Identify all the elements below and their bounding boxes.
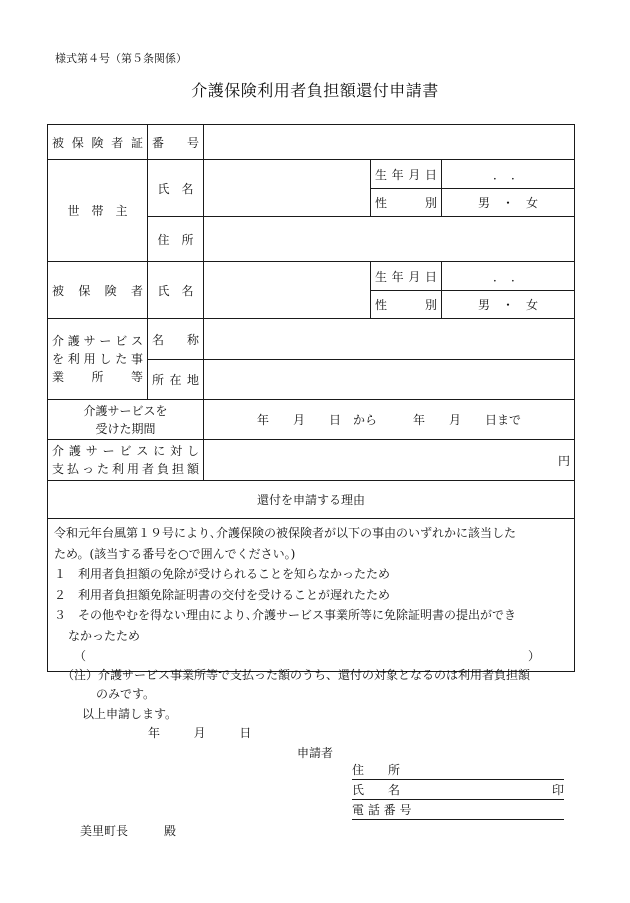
reason-body-row bbox=[48, 519, 575, 672]
application-table bbox=[47, 124, 575, 672]
reason-header: 還付を申請する理由 bbox=[48, 481, 575, 519]
paren-close: ） bbox=[527, 649, 540, 663]
applicant-name-label: 氏 名 bbox=[352, 783, 401, 797]
insured-row-1 bbox=[48, 262, 575, 291]
reason-body bbox=[48, 519, 575, 672]
number-field[interactable] bbox=[204, 125, 575, 160]
insured-name-field[interactable] bbox=[204, 262, 371, 319]
insured-birthdate-label: 生年月日 bbox=[371, 262, 442, 291]
period-row bbox=[48, 400, 575, 440]
period-label-line-1: 介護サービスを bbox=[83, 403, 168, 418]
facility-label-line-2: を利用した事 bbox=[52, 352, 143, 366]
applicant-phone-label: 電 話 番 号 bbox=[352, 803, 412, 817]
facility-location-field[interactable] bbox=[204, 360, 575, 400]
paid-amount-label bbox=[48, 440, 204, 481]
insured-label: 被 保 険 者 bbox=[48, 262, 148, 319]
facility-name-field[interactable] bbox=[204, 319, 575, 360]
paid-amount-field[interactable] bbox=[204, 440, 575, 481]
applicant-label: 申請者 bbox=[297, 746, 334, 760]
reason-intro-line-1: 令和元年台風第１９号により､介護保険の被保険者が以下の事由のいずれかに該当した bbox=[54, 526, 517, 540]
household-name-field[interactable] bbox=[204, 160, 371, 217]
facility-row-1 bbox=[48, 319, 575, 360]
reason-item-2[interactable]: ２ 利用者負担額免除証明書の交付を受けることが遅れたため bbox=[54, 587, 391, 602]
paren-open: （ bbox=[74, 649, 87, 663]
household-sex-field[interactable]: 男 ・ 女 bbox=[442, 189, 575, 217]
household-name-label: 氏 名 bbox=[148, 160, 204, 217]
addressee: 美里町長 殿 bbox=[80, 824, 177, 838]
applicant-address-field[interactable] bbox=[352, 761, 564, 780]
insured-cert-row bbox=[48, 125, 575, 160]
reason-item-1[interactable]: １ 利用者負担額の免除が受けられることを知らなかったため bbox=[54, 567, 391, 581]
other-reason-field[interactable] bbox=[54, 646, 568, 667]
applicant-address-label: 住 所 bbox=[352, 763, 401, 777]
yen-unit: 円 bbox=[557, 453, 570, 468]
period-label-line-2: 受けた期間 bbox=[95, 421, 156, 436]
household-head-label: 世 帯 主 bbox=[48, 160, 148, 262]
reason-item-3-continued: なかったため bbox=[68, 628, 141, 643]
applicant-phone-field[interactable] bbox=[352, 801, 564, 820]
reason-intro-line-2: ため。(該当する番号を○で囲んでください。) bbox=[54, 546, 296, 561]
paid-amount-label-line-2: 支払った利用者負担額 bbox=[52, 462, 199, 476]
form-title: 介護保険利用者負担額還付申請書 bbox=[191, 81, 439, 100]
note bbox=[62, 666, 574, 704]
insured-birthdate-field[interactable]: ． ． bbox=[442, 262, 575, 291]
note-line-1: （注）介護サービス事業所等で支払った額のうち、還付の対象となるのは利用者負担額 bbox=[62, 668, 531, 682]
declaration: 以上申請します。 bbox=[82, 707, 178, 721]
form-number: 様式第４号（第５条関係） bbox=[55, 52, 187, 65]
insured-cert-label: 被保険者証 bbox=[48, 125, 148, 160]
facility-name-label: 名 称 bbox=[148, 319, 204, 360]
facility-label-line-1: 介護サービス bbox=[52, 334, 143, 348]
period-label bbox=[48, 400, 204, 440]
insured-sex-label: 性 別 bbox=[371, 291, 442, 319]
number-label: 番 号 bbox=[148, 125, 204, 160]
household-address-field[interactable] bbox=[204, 217, 575, 262]
household-birthdate-field[interactable]: ． ． bbox=[442, 160, 575, 189]
date-year: 年 bbox=[148, 726, 161, 740]
household-sex-label: 性 別 bbox=[371, 189, 442, 217]
facility-label bbox=[48, 319, 148, 400]
insured-sex-field[interactable]: 男 ・ 女 bbox=[442, 291, 575, 319]
application-date[interactable] bbox=[148, 724, 251, 741]
facility-label-line-3: 業 所 等 bbox=[52, 370, 143, 384]
reason-item-3[interactable]: ３ その他やむを得ない理由により､介護サービス事業所等に免除証明書の提出ができ bbox=[54, 608, 517, 622]
period-field[interactable]: 年 月 日 から 年 月 日まで bbox=[204, 400, 575, 440]
household-head-row-1 bbox=[48, 160, 575, 189]
facility-location-label: 所在地 bbox=[148, 360, 204, 400]
paid-amount-label-line-1: 介護サービスに対し bbox=[52, 444, 199, 458]
note-line-2: のみです。 bbox=[96, 687, 156, 701]
insured-name-label: 氏 名 bbox=[148, 262, 204, 319]
date-month: 月 bbox=[193, 726, 206, 740]
household-address-label: 住 所 bbox=[148, 217, 204, 262]
paid-amount-row bbox=[48, 440, 575, 481]
date-day: 日 bbox=[239, 726, 252, 740]
reason-header-row bbox=[48, 481, 575, 519]
household-birthdate-label: 生年月日 bbox=[371, 160, 442, 189]
seal-mark: 印 bbox=[551, 783, 564, 797]
applicant-name-field[interactable] bbox=[352, 781, 564, 800]
